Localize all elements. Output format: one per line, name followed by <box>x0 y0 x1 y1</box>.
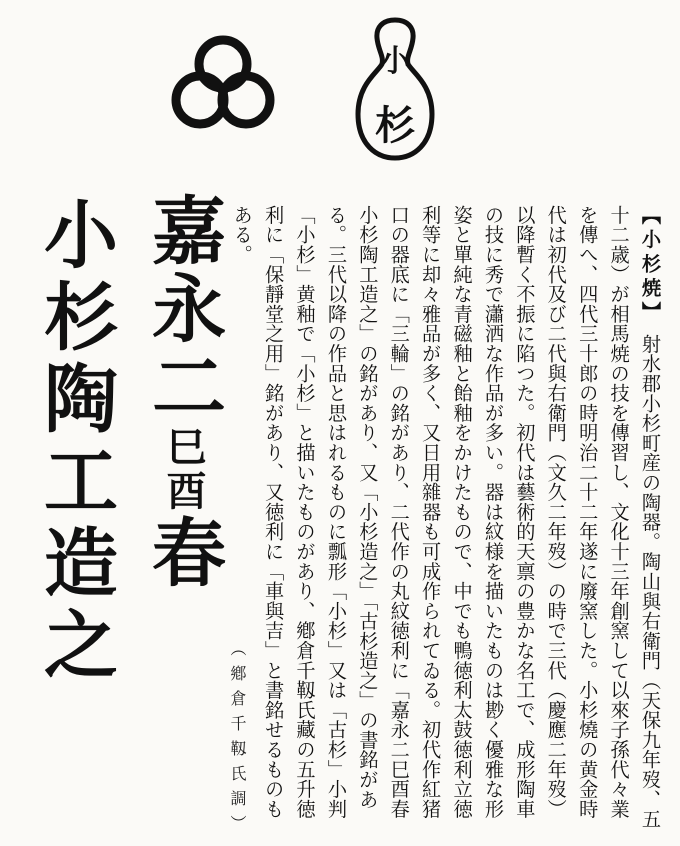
article-credit: （鄕倉千靱氏調） <box>228 640 247 840</box>
article-body: 射水郡小杉町産の陶器。陶山與右衛門（天保九年歿、五十二歳）が相馬焼の技を傳習し、文化十三年創窯して以來子孫代々業を傳へ、四代三十郎の時明治二十二年遂に廢窯した。小杉燒の黄金時代は初代及び二代與右衛門（文久二年歿）の時で三代（慶應二年歿）以降暫く不振に陷つた。初代は藝術的天禀の豊かな名工で、成形陶車の技に秀で瀟洒な作品が多い。器は紋様を描いたものは尠く優雅な形姿と單純な青磁釉と飴釉をかけたもので、中でも鴨徳利太鼓徳利立徳利等に却々雅品が多く、又日用雜器も可成作られてゐる。初代作紅猪口の器底に「三輪」の銘があり、二代作の丸紋徳利に「嘉永二巳酉春小杉陶工造之」の銘があり、又「小杉造之」「古杉造之」の書銘がある。三代以降の作品と思はれるものに瓢形「小杉」又は「古杉」小判「小杉」黄釉で「小杉」と描いたものがあり、鄕倉千靱氏藏の五升徳利に「保靜堂之用」銘があり、又徳利に「車與吉」と書銘せるものもある。 <box>230 205 662 829</box>
inscription-column-maker: 小杉陶工造之 <box>32 196 118 688</box>
inscription-zodiac: 巳酉 <box>160 426 207 514</box>
three-rings-mark-icon <box>168 34 278 134</box>
gourd-mark-char-2: 杉 <box>375 102 415 149</box>
inscription-season: 春 <box>140 514 226 592</box>
inscription-era: 嘉永二 <box>140 192 226 426</box>
gourd-mark-char-1: 小 <box>380 44 410 79</box>
article-heading: 【小杉焼】 <box>639 205 662 326</box>
article-text <box>226 205 666 835</box>
inscription-column-date <box>130 192 236 592</box>
gourd-seal-mark <box>352 14 438 164</box>
